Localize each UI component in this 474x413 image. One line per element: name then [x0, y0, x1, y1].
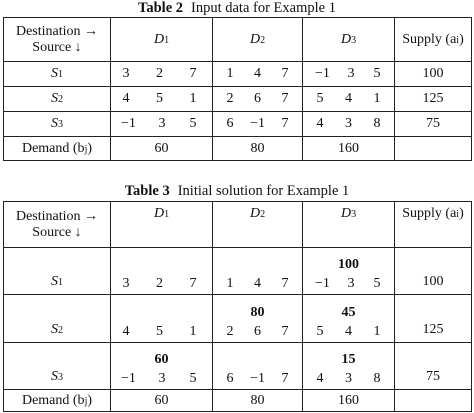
- table2: [3, 17, 472, 161]
- table2-row-s1: [4, 62, 472, 87]
- table3-supply: 75: [395, 343, 472, 390]
- table2-corner: [4, 18, 111, 62]
- table3-demand-row: [4, 390, 472, 412]
- table2-demand-value: 80: [213, 137, 303, 161]
- table2-demand-value: 160: [303, 137, 395, 161]
- table3-supply: 100: [395, 248, 472, 295]
- table2-cell: 2 6 7: [213, 87, 303, 112]
- table3-cell: 100 −1 3 5: [303, 248, 395, 295]
- table2-header-d1: D1: [111, 18, 213, 62]
- table3-demand-value: 80: [213, 390, 303, 412]
- table3-corner: [4, 202, 111, 248]
- table3-source: S1: [4, 248, 111, 295]
- table2-source: S2: [4, 87, 111, 112]
- table3-demand-label: Demand (bj): [4, 390, 111, 412]
- corner-bottom-label: Source ↓: [32, 224, 82, 240]
- table2-demand-label: Demand (bj): [4, 137, 111, 161]
- table3-title: Initial solution for Example 1: [177, 183, 350, 199]
- table3-cell: 4 5 1: [111, 295, 213, 343]
- table2-header-supply: Supply (ai): [395, 18, 472, 62]
- table2-cell: 4 5 1: [111, 87, 213, 112]
- table3-demand-value: 60: [111, 390, 213, 412]
- table2-cell: 1 4 7: [213, 62, 303, 87]
- table3-label: Table 3: [124, 183, 170, 199]
- table2-header-d2: D2: [213, 18, 303, 62]
- table2-cell: 6 −1 7: [213, 112, 303, 137]
- table2-supply: 75: [395, 112, 472, 137]
- table3-source: S3: [4, 343, 111, 390]
- table3-row-s1: [4, 248, 472, 295]
- table2-header-row: [4, 18, 472, 62]
- table3-cell: 3 2 7: [111, 248, 213, 295]
- table2-source: S1: [4, 62, 111, 87]
- table2-demand-empty: [395, 137, 472, 161]
- table3-cell: 80 2 6 7: [213, 295, 303, 343]
- table3-cell: 45 5 4 1: [303, 295, 395, 343]
- table3-header-d2: D2: [213, 202, 303, 248]
- table3-cell: 6 −1 7: [213, 343, 303, 390]
- table2-caption: [0, 0, 474, 16]
- table3-cell: 1 4 7: [213, 248, 303, 295]
- table2-row-s3: [4, 112, 472, 137]
- table2-cell: 4 3 8: [303, 112, 395, 137]
- table3-row-s3: [4, 343, 472, 390]
- table2-demand-row: [4, 137, 472, 161]
- table2-header-d3: D3: [303, 18, 395, 62]
- table2-demand-value: 60: [111, 137, 213, 161]
- table3-supply: 125: [395, 295, 472, 343]
- table3-demand-value: 160: [303, 390, 395, 412]
- table2-cell: −1 3 5: [111, 112, 213, 137]
- table3: [3, 201, 472, 412]
- table3-header-d1: D1: [111, 202, 213, 248]
- table3-caption: [0, 183, 474, 199]
- table2-cell: −1 3 5: [303, 62, 395, 87]
- corner-bottom-label: Source ↓: [32, 39, 82, 55]
- table2-cell: 5 4 1: [303, 87, 395, 112]
- table3-header-row: [4, 202, 472, 248]
- table3-demand-empty: [395, 390, 472, 412]
- table2-label: Table 2: [138, 0, 184, 16]
- table2-supply: 125: [395, 87, 472, 112]
- table3-header-supply: Supply (ai): [395, 202, 472, 248]
- table3-source: S2: [4, 295, 111, 343]
- table3-cell: 15 4 3 8: [303, 343, 395, 390]
- table2-title: Input data for Example 1: [191, 0, 336, 16]
- table3-cell: 60 −1 3 5: [111, 343, 213, 390]
- table2-source: S3: [4, 112, 111, 137]
- table2-cell: 3 2 7: [111, 62, 213, 87]
- table3-row-s2: [4, 295, 472, 343]
- corner-top-label: Destination →: [15, 208, 99, 224]
- table2-row-s2: [4, 87, 472, 112]
- corner-top-label: Destination →: [15, 23, 99, 39]
- table3-header-d3: D3: [303, 202, 395, 248]
- table2-supply: 100: [395, 62, 472, 87]
